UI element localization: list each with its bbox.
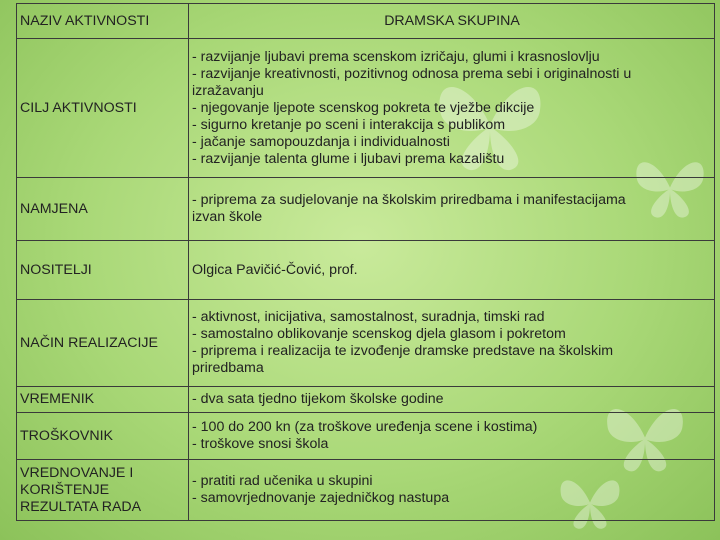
row-content: - 100 do 200 kn (za troškove uređenja scene i kostima) - troškove snosi škola: [189, 413, 715, 460]
table-header-row: [17, 4, 715, 39]
header-activity-name: NAZIV AKTIVNOSTI: [17, 4, 189, 39]
table-row: [17, 413, 715, 460]
row-label: TROŠKOVNIK: [17, 413, 189, 460]
row-content: Olgica Pavičić-Čović, prof.: [189, 241, 715, 300]
row-label: NOSITELJI: [17, 241, 189, 300]
table-row: [17, 387, 715, 413]
row-content: - dva sata tjedno tijekom školske godine: [189, 387, 715, 413]
row-label: NAČIN REALIZACIJE: [17, 300, 189, 387]
table-row: [17, 241, 715, 300]
table-row: [17, 300, 715, 387]
table-row: [17, 178, 715, 241]
row-content: - aktivnost, inicijativa, samostalnost, suradnja, timski rad - samostalno oblikovanje scenskog djela glasom i pokretom - priprema i realizacija te izvođenje dramske predstave na školskim priredbama: [189, 300, 715, 387]
header-activity-title: DRAMSKA SKUPINA: [189, 4, 715, 39]
activity-plan-table: [16, 3, 715, 521]
table-row: [17, 460, 715, 521]
row-label: VREMENIK: [17, 387, 189, 413]
table-row: [17, 39, 715, 178]
row-content: - priprema za sudjelovanje na školskim priredbama i manifestacijama izvan škole: [189, 178, 715, 241]
row-label: VREDNOVANJE I KORIŠTENJE REZULTATA RADA: [17, 460, 189, 521]
row-content: - razvijanje ljubavi prema scenskom izričaju, glumi i krasnoslovlju - razvijanje kreativnosti, pozitivnog odnosa prema sebi i originalnosti u izražavanju - njegovanje ljepote scenskog pokreta te vježbe dikcije - sigurno kretanje po sceni i interakcija s publikom - jačanje samopouzdanja i individualnosti - razvijanje talenta glume i ljubavi prema kazalištu: [189, 39, 715, 178]
row-content: - pratiti rad učenika u skupini - samovrjednovanje zajedničkog nastupa: [189, 460, 715, 521]
row-label: NAMJENA: [17, 178, 189, 241]
row-label: CILJ AKTIVNOSTI: [17, 39, 189, 178]
